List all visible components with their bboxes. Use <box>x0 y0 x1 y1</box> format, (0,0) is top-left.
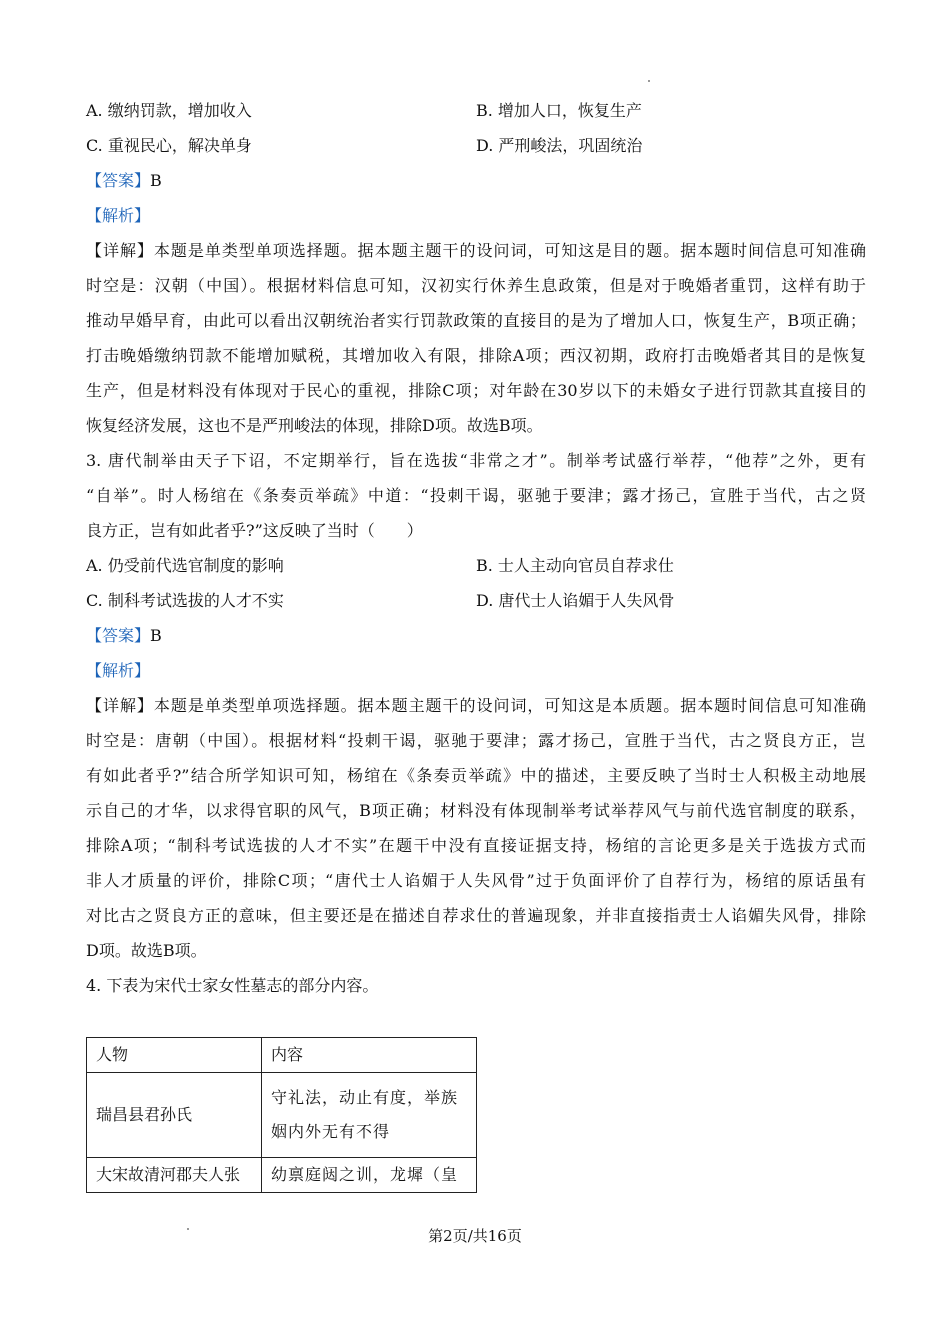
q3-option-a: A. 仍受前代选官制度的影响 <box>86 556 284 575</box>
q3-detail-line: 对比古之贤良方正的意味，但主要还是在描述自荐求仕的普遍现象，并非直接指责士人谄媚失风骨，排除 <box>86 906 866 925</box>
table-cell-person: 大宋故清河郡夫人张 <box>87 1158 262 1193</box>
q2-detail-line: 时空是：汉朝（中国）。根据材料信息可知，汉初实行休养生息政策，但是对于晚婚者重罚，这样有助于 <box>86 276 866 295</box>
table-cell-content <box>262 1073 477 1158</box>
table-header-content: 内容 <box>262 1038 477 1073</box>
answer-value: B <box>150 171 162 190</box>
q3-option-c: C. 制科考试选拔的人才不实 <box>86 591 284 610</box>
q3-stem-line: 3. 唐代制举由天子下诏，不定期举行，旨在选拔“非常之才”。制举考试盛行举荐，“他荐”之外，更有 <box>86 451 866 470</box>
answer-value: B <box>150 626 162 645</box>
q2-option-a: A. 缴纳罚款，增加收入 <box>86 101 252 120</box>
answer-tag: 【答案】 <box>86 171 151 190</box>
detail-tag: 【详解】 <box>86 696 154 715</box>
q3-stem-line: 良方正，岂有如此者乎?”这反映了当时（ ） <box>86 521 423 540</box>
q3-detail-line: D项。故选B项。 <box>86 941 207 960</box>
q2-detail-line <box>86 241 866 261</box>
q3-detail-line: 时空是：唐朝（中国）。根据材料“投刺干谒，驱驰于要津；露才扬己，宣胜于当代，古之贤良方正，岂 <box>86 731 866 750</box>
q3-stem-line: “自举”。时人杨绾在《条奏贡举疏》中道：“投刺干谒，驱驰于要津；露才扬己，宣胜于当代，古之贤 <box>86 486 866 505</box>
page-footer: 第2页/共16页 <box>428 1227 522 1245</box>
table-row <box>87 1073 477 1158</box>
q2-detail-line: 恢复经济发展，这也不是严刑峻法的体现，排除D项。故选B项。 <box>86 416 543 435</box>
q2-detail-line: 生产，但是材料没有体现对于民心的重视，排除C项；对年龄在30岁以下的未婚女子进行罚款其直接目的 <box>86 381 866 400</box>
q3-detail-line: 排除A项；“制科考试选拔的人才不实”在题干中没有直接证据支持，杨绾的言论更多是关于选拔方式而 <box>86 836 866 855</box>
q2-answer <box>86 171 866 191</box>
content-line: 幼禀庭闼之训，龙墀（皇 <box>271 1165 459 1184</box>
q2-detail-line: 打击晚婚缴纳罚款不能增加赋税，其增加收入有限，排除A项；西汉初期，政府打击晚婚者其目的是恢复 <box>86 346 866 365</box>
q3-answer <box>86 626 866 646</box>
content-line: 姻内外无有不得 <box>271 1122 391 1141</box>
table-row <box>87 1158 477 1193</box>
q3-detail-line <box>86 696 866 716</box>
q2-option-d: D. 严刑峻法，巩固统治 <box>476 136 643 155</box>
table-header-person: 人物 <box>87 1038 262 1073</box>
scan-dot <box>648 80 650 82</box>
content-line: 守礼法，动止有度，举族 <box>271 1088 459 1107</box>
q3-detail-line: 有如此者乎?”结合所学知识可知，杨绾在《条奏贡举疏》中的描述，主要反映了当时士人积极主动地展 <box>86 766 866 785</box>
analysis-tag: 【解析】 <box>86 661 151 680</box>
q2-analysis-heading <box>86 206 866 226</box>
analysis-tag: 【解析】 <box>86 206 151 225</box>
q3-detail-line: 非人才质量的评价，排除C项；“唐代士人谄媚于人失风骨”过于负面评价了自荐行为，杨绾的原话虽有 <box>86 871 866 890</box>
q3-option-d: D. 唐代士人谄媚于人失风骨 <box>476 591 675 610</box>
table-cell-content <box>262 1158 477 1193</box>
q2-option-c: C. 重视民心，解决单身 <box>86 136 252 155</box>
answer-tag: 【答案】 <box>86 626 151 645</box>
q2-option-b: B. 增加人口，恢复生产 <box>476 101 642 120</box>
q3-detail-line: 示自己的才华，以求得官职的风气，B项正确；材料没有体现制举考试举荐风气与前代选官制度的联系， <box>86 801 866 820</box>
q4-stem: 4. 下表为宋代士家女性墓志的部分内容。 <box>86 976 379 995</box>
detail-text: 本题是单类型单项选择题。据本题主题干的设问词，可知这是本质题。据本题时间信息可知准确 <box>153 696 866 715</box>
table-header-row <box>87 1038 477 1073</box>
q3-option-b: B. 士人主动向官员自荐求仕 <box>476 556 674 575</box>
detail-text: 本题是单类型单项选择题。据本题主题干的设问词，可知这是目的题。据本题时间信息可知准确 <box>153 241 866 260</box>
q2-detail-line: 推动早婚早育，由此可以看出汉朝统治者实行罚款政策的直接目的是为了增加人口，恢复生产，B项正确； <box>86 311 866 330</box>
table-cell-person: 瑞昌县君孙氏 <box>87 1073 262 1158</box>
q3-analysis-heading <box>86 661 866 681</box>
detail-tag: 【详解】 <box>86 241 154 260</box>
epitaph-table <box>86 1037 477 1193</box>
